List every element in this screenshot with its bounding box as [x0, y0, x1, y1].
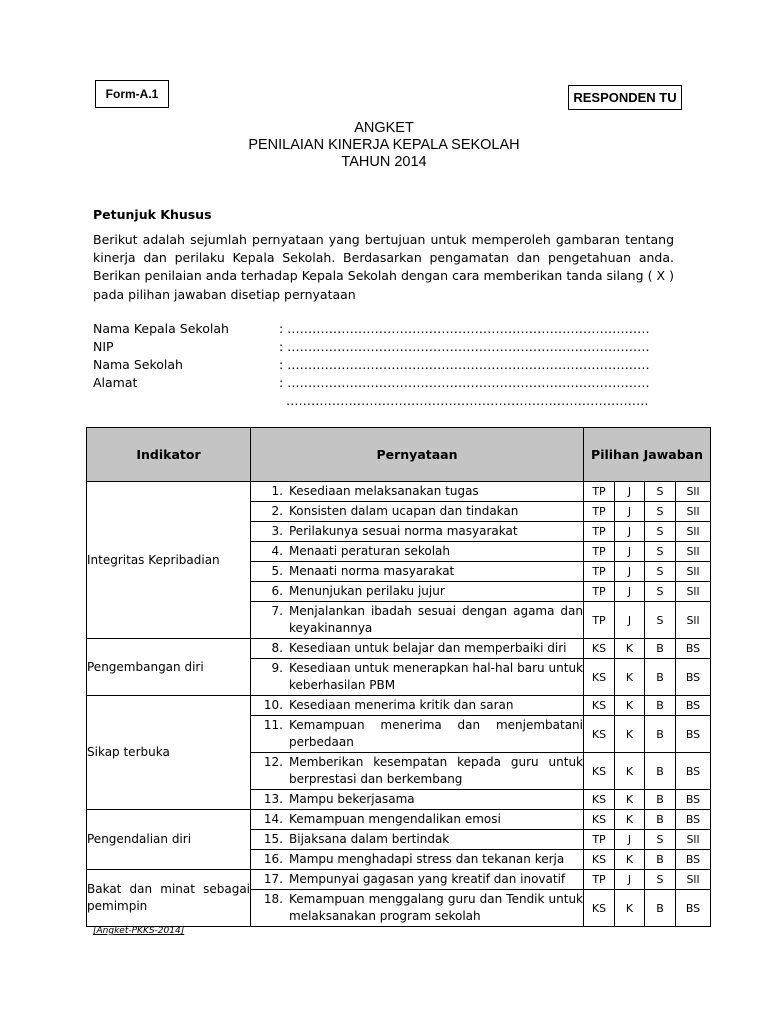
statement-text: Menunjukan perilaku jujur: [289, 583, 445, 598]
header-pernyataan: Pernyataan: [251, 428, 584, 482]
instructions-heading: Petunjuk Khusus: [93, 207, 212, 222]
answer-option[interactable]: TP: [584, 830, 615, 850]
answer-option[interactable]: Sll: [676, 562, 711, 582]
statement-text: Kesediaan menerima kritik dan saran: [289, 697, 514, 712]
answer-option[interactable]: K: [615, 810, 645, 830]
statement-number: 8.: [271, 640, 283, 655]
statement-cell: [251, 870, 584, 890]
statement-number: 4.: [271, 543, 283, 558]
title-line-3: TAHUN 2014: [341, 154, 427, 170]
field-nama-kepala-sekolah[interactable]: [93, 320, 650, 338]
statement-cell: [251, 659, 584, 696]
answer-option[interactable]: S: [645, 562, 676, 582]
field-nama-sekolah[interactable]: [93, 356, 650, 374]
statement-number: 15.: [263, 831, 283, 846]
answer-option[interactable]: J: [615, 870, 645, 890]
statement-cell: [251, 522, 584, 542]
statement-text: Bijaksana dalam bertindak: [289, 831, 450, 846]
answer-option[interactable]: J: [615, 522, 645, 542]
answer-option[interactable]: J: [615, 482, 645, 502]
answer-option[interactable]: KS: [584, 810, 615, 830]
statement-cell: [251, 830, 584, 850]
answer-option[interactable]: BS: [676, 716, 711, 753]
table-row: [87, 482, 711, 502]
answer-option[interactable]: K: [615, 890, 645, 927]
statement-number: 6.: [271, 583, 283, 598]
field-dots[interactable]: : ……………………………………………………………………………: [279, 375, 650, 390]
answer-option[interactable]: S: [645, 502, 676, 522]
answer-option[interactable]: B: [645, 659, 676, 696]
statement-cell: [251, 753, 584, 790]
table-row: [87, 696, 711, 716]
answer-option[interactable]: J: [615, 602, 645, 639]
statement-text: Kesediaan untuk belajar dan memperbaiki diri: [289, 640, 567, 655]
answer-option[interactable]: KS: [584, 716, 615, 753]
answer-option[interactable]: J: [615, 542, 645, 562]
indicator-cell: Integritas Kepribadian: [87, 482, 251, 639]
header-indikator: Indikator: [87, 428, 251, 482]
answer-option[interactable]: B: [645, 850, 676, 870]
answer-option[interactable]: S: [645, 582, 676, 602]
answer-option[interactable]: BS: [676, 850, 711, 870]
answer-option[interactable]: K: [615, 790, 645, 810]
statement-cell: [251, 502, 584, 522]
answer-option[interactable]: Sll: [676, 542, 711, 562]
respondent-box: RESPONDEN TU: [568, 85, 682, 110]
statement-number: 7.: [271, 603, 283, 618]
answer-option[interactable]: B: [645, 810, 676, 830]
statement-cell: [251, 639, 584, 659]
table-row: [87, 810, 711, 830]
statement-number: 16.: [263, 851, 283, 866]
statement-number: 3.: [271, 523, 283, 538]
footer-code: [Angket-PKKS-2014]: [93, 926, 185, 936]
statement-number: 11.: [263, 717, 283, 732]
answer-option[interactable]: Sll: [676, 602, 711, 639]
answer-option[interactable]: TP: [584, 582, 615, 602]
answer-option[interactable]: B: [645, 696, 676, 716]
answer-option[interactable]: BS: [676, 810, 711, 830]
questionnaire-table: [86, 427, 711, 927]
answer-option[interactable]: S: [645, 830, 676, 850]
answer-option[interactable]: BS: [676, 790, 711, 810]
table-row: [87, 639, 711, 659]
title-line-2: PENILAIAN KINERJA KEPALA SEKOLAH: [248, 137, 520, 153]
field-dots[interactable]: : ……………………………………………………………………………: [279, 339, 650, 354]
answer-option[interactable]: TP: [584, 562, 615, 582]
statement-text: Menjalankan ibadah sesuai dengan agama dan keyakinannya: [289, 603, 583, 635]
field-nip[interactable]: [93, 338, 650, 356]
statement-text: Kemampuan mengendalikan emosi: [289, 811, 501, 826]
indicator-cell: Pengendalian diri: [87, 810, 251, 870]
answer-option[interactable]: K: [615, 716, 645, 753]
statement-cell: [251, 810, 584, 830]
answer-option[interactable]: Sll: [676, 522, 711, 542]
answer-option[interactable]: K: [615, 850, 645, 870]
answer-option[interactable]: TP: [584, 502, 615, 522]
answer-option[interactable]: Sll: [676, 482, 711, 502]
statement-number: 1.: [271, 483, 283, 498]
statement-cell: [251, 482, 584, 502]
answer-option[interactable]: S: [645, 542, 676, 562]
answer-option[interactable]: KS: [584, 753, 615, 790]
answer-option[interactable]: KS: [584, 890, 615, 927]
field-label: Nama Sekolah: [93, 357, 183, 372]
statement-text: Perilakunya sesuai norma masyarakat: [289, 523, 518, 538]
indicator-cell: Pengembangan diri: [87, 639, 251, 696]
statement-text: Kesediaan melaksanakan tugas: [289, 483, 479, 498]
statement-text: Kemampuan menerima dan menjembatani perbedaan: [289, 717, 583, 749]
answer-option[interactable]: TP: [584, 542, 615, 562]
answer-option[interactable]: BS: [676, 659, 711, 696]
answer-option[interactable]: KS: [584, 659, 615, 696]
answer-option[interactable]: K: [615, 639, 645, 659]
field-alamat-continuation[interactable]: ……………………………………………………………………………: [286, 393, 649, 408]
table-body: [87, 482, 711, 927]
statement-text: Memberikan kesempatan kepada guru untuk berprestasi dan berkembang: [289, 754, 583, 786]
field-label: Alamat: [93, 375, 138, 390]
answer-option[interactable]: B: [645, 639, 676, 659]
answer-option[interactable]: J: [615, 562, 645, 582]
statement-number: 2.: [271, 503, 283, 518]
answer-option[interactable]: Sll: [676, 582, 711, 602]
statement-number: 12.: [263, 754, 283, 769]
statement-text: Menaati norma masyarakat: [289, 563, 455, 578]
statement-cell: [251, 790, 584, 810]
field-label: NIP: [93, 339, 114, 354]
answer-option[interactable]: TP: [584, 870, 615, 890]
answer-option[interactable]: B: [645, 716, 676, 753]
answer-option[interactable]: S: [645, 870, 676, 890]
instructions-text: Berikut adalah sejumlah pernyataan yang bertujuan untuk memperoleh gambaran tentang kinerja dan perilaku Kepala Sekolah. Berdasarkan pengamatan dan pengetahuan anda. Berikan penilaian anda terhadap Kepala Sekolah dengan cara memberikan tanda silang ( X ) pada pilihan jawaban disetiap pernyataan: [93, 232, 674, 302]
field-alamat[interactable]: [93, 374, 650, 392]
answer-option[interactable]: KS: [584, 850, 615, 870]
answer-option[interactable]: Sll: [676, 502, 711, 522]
answer-option[interactable]: KS: [584, 696, 615, 716]
answer-option[interactable]: S: [645, 602, 676, 639]
answer-option[interactable]: KS: [584, 790, 615, 810]
answer-option[interactable]: BS: [676, 696, 711, 716]
answer-option[interactable]: J: [615, 830, 645, 850]
title-line-1: ANGKET: [354, 120, 414, 136]
statement-text: Mampu bekerjasama: [289, 791, 415, 806]
statement-text: Konsisten dalam ucapan dan tindakan: [289, 503, 519, 518]
statement-cell: [251, 542, 584, 562]
answer-option[interactable]: TP: [584, 522, 615, 542]
statement-text: Menaati peraturan sekolah: [289, 543, 450, 558]
answer-option[interactable]: K: [615, 696, 645, 716]
table-row: [87, 870, 711, 890]
statement-cell: [251, 562, 584, 582]
statement-number: 18.: [263, 891, 283, 906]
statement-number: 14.: [263, 811, 283, 826]
answer-option[interactable]: Sll: [676, 870, 711, 890]
answer-option[interactable]: BS: [676, 753, 711, 790]
statement-text: Mampu menghadapi stress dan tekanan kerja: [289, 851, 565, 866]
field-label: Nama Kepala Sekolah: [93, 321, 229, 336]
indicator-cell: Sikap terbuka: [87, 696, 251, 810]
answer-option[interactable]: J: [615, 582, 645, 602]
statement-text: Kemampuan menggalang guru dan Tendik untuk melaksanakan program sekolah: [289, 891, 583, 923]
statement-cell: [251, 890, 584, 927]
header-pilihan-jawaban: Pilihan Jawaban: [584, 428, 711, 482]
statement-text: Kesediaan untuk menerapkan hal-hal baru untuk keberhasilan PBM: [289, 660, 583, 692]
statement-number: 9.: [271, 660, 283, 675]
statement-number: 13.: [263, 791, 283, 806]
answer-option[interactable]: S: [645, 482, 676, 502]
answer-option[interactable]: B: [645, 790, 676, 810]
answer-option[interactable]: BS: [676, 639, 711, 659]
statement-number: 5.: [271, 563, 283, 578]
statement-number: 17.: [263, 871, 283, 886]
answer-option[interactable]: TP: [584, 602, 615, 639]
form-code-box: Form-A.1: [95, 80, 169, 108]
answer-option[interactable]: Sll: [676, 830, 711, 850]
statement-number: 10.: [263, 697, 283, 712]
statement-cell: [251, 602, 584, 639]
answer-option[interactable]: B: [645, 753, 676, 790]
statement-text: Mempunyai gagasan yang kreatif dan inovatif: [289, 871, 566, 886]
answer-option[interactable]: TP: [584, 482, 615, 502]
indicator-cell: Bakat dan minat sebagai pemimpin: [87, 870, 251, 927]
statement-cell: [251, 716, 584, 753]
answer-option[interactable]: S: [645, 522, 676, 542]
statement-cell: [251, 696, 584, 716]
answer-option[interactable]: KS: [584, 639, 615, 659]
statement-cell: [251, 582, 584, 602]
answer-option[interactable]: BS: [676, 890, 711, 927]
answer-option[interactable]: B: [645, 890, 676, 927]
field-dots[interactable]: : ……………………………………………………………………………: [279, 321, 650, 336]
answer-option[interactable]: K: [615, 659, 645, 696]
field-dots[interactable]: : ……………………………………………………………………………: [279, 357, 650, 372]
answer-option[interactable]: K: [615, 753, 645, 790]
statement-cell: [251, 850, 584, 870]
answer-option[interactable]: J: [615, 502, 645, 522]
